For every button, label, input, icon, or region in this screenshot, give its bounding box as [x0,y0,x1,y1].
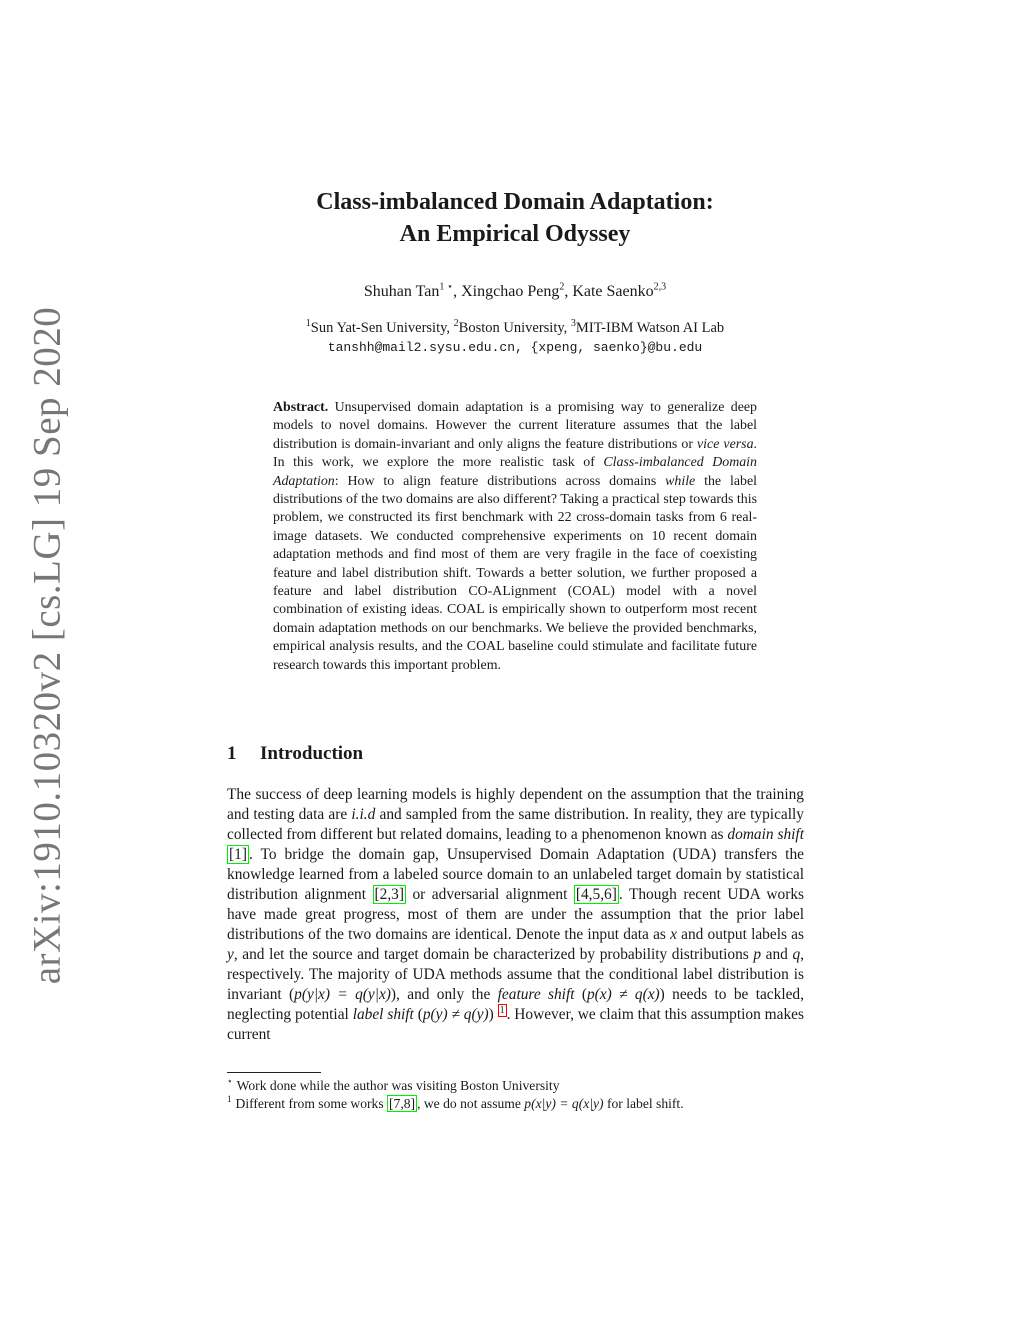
affil-mark: 2 [453,318,459,330]
arxiv-id: arXiv:1910.10320v2 [cs.LG] 19 Sep 2020 [25,306,69,984]
body-text: The success of deep learning models is highly dependent on the assumption that the training and testing data are [227,786,804,823]
abstract-text: Unsupervised domain adaptation is a promising way to generalize deep models to novel domains. However the current literature assumes that the label distribution is domain-invariant and only aligns the feature distributions or [273,400,757,452]
abstract [273,399,757,675]
affil-name: Sun Yat-Sen University, [310,320,454,336]
math-var: x [670,926,677,943]
body-text: ( [574,986,587,1003]
body-text: and sampled from the same distribution. In reality, they are typically collected from different but related domains, leading to a phenomenon known as [227,806,804,843]
body-text: or adversarial alignment [406,886,574,903]
body-text: , and let the source and target domain be characterized by probability distributions [233,946,754,963]
emph-text: i.i.d [351,806,376,823]
section-heading [227,743,363,765]
citation-link[interactable]: [7,8] [389,1096,416,1111]
footnote [227,1077,817,1095]
author-name: , Xingchao Peng [453,283,560,300]
footnote [227,1095,817,1113]
affiliations [200,318,830,358]
footnote-text: Work done while the author was visiting Boston University [236,1078,560,1093]
body-text: . Though recent UDA works have made great progress, most of them are under the assumption that the prior label distributions of the two domains are identical. Denote the input data as [227,886,805,943]
affil-name: MIT-IBM Watson AI Lab [575,320,725,336]
footnote-ref-link[interactable]: 1 [499,1004,505,1016]
footnote-text: for label shift. [603,1096,684,1111]
author-affil-mark: 1 ⋆ [439,281,454,293]
affil-mark: 3 [570,318,576,330]
arxiv-stamp [17,306,77,984]
body-text: ), and only the [390,986,498,1003]
footnote-text: Different from some works [235,1096,388,1111]
footnote-mark: 1 [227,1094,232,1105]
title-line-2: An Empirical Odyssey [399,221,631,247]
math-expr: p(y) ≠ q(y) [422,1006,489,1023]
affil-name: Boston University, [458,320,571,336]
body-text: and output labels as [676,926,804,943]
citation-link[interactable]: [2,3] [374,886,404,903]
emph-text: domain shift [727,826,804,843]
footnote-text: , we do not assume [417,1096,525,1111]
intro-paragraph [227,785,804,1045]
citation-link[interactable]: [4,5,6] [575,886,617,903]
abstract-text: . In this work, we explore the more realistic task of [273,436,757,471]
footnote-rule [227,1072,321,1073]
math-var: y [227,946,234,963]
affil-mark: 1 [305,318,311,330]
abstract-label: Abstract. [273,400,329,415]
title-line-1: Class-imbalanced Domain Adaptation: [316,189,714,215]
abstract-text: the label distributions of the two domains are also different? Taking a practical step towards this problem, we constructed its first benchmark with 22 cross-domain tasks from 6 real-image datasets. We conducted comprehensive experiments on 10 recent domain adaptation methods and find most of them are very fragile in the face of coexisting feature and label distribution shift. Towards a better solution, we further proposed a feature and label distribution CO-ALignment (COAL) model with a novel combination of existing ideas. COAL is empirically shown to outperform most recent domain adaptation methods on our benchmarks. We believe the provided benchmarks, empirical analysis results, and the COAL baseline could stimulate and facilitate future research towards this important problem. [273,473,757,673]
citation-link[interactable]: [1] [229,846,247,863]
math-var: p [753,946,762,963]
author-list [200,283,830,301]
footnotes [227,1077,817,1113]
math-expr: p(x) ≠ q(x) [586,986,660,1003]
body-text: and [761,946,793,963]
author-affil-mark: 2 [559,281,565,293]
section-number: 1 [227,743,237,764]
affiliation-line [200,318,830,338]
emph-text: feature shift [497,986,575,1003]
body-text: ) needs to be tackled, neglecting potential [227,986,804,1023]
abstract-emph: Class-imbalanced Domain Adaptation [273,455,757,489]
math-expr: p(y|x) = q(y|x) [294,986,391,1003]
footnote-mark: ⋆ [227,1076,233,1087]
math-expr: p(x|y) = q(x|y) [524,1096,604,1111]
author-affil-mark: 2,3 [653,281,667,293]
author-emails: tanshh@mail2.sysu.edu.cn, {xpeng, saenko}@bu.edu [327,340,703,355]
abstract-emph: while [665,473,696,489]
body-text: ) [488,1006,498,1023]
body-text: . To bridge the domain gap, Unsupervised Domain Adaptation (UDA) transfers the knowledge learned from a labeled source domain to an unlabeled target domain by statistical distribution alignment [227,846,804,903]
author-name: Shuhan Tan [363,283,440,300]
abstract-emph: vice versa [697,436,754,452]
paper-title [200,186,830,250]
section-title: Introduction [260,743,364,764]
body-text: ( [413,1006,423,1023]
body-text: . However, we claim that this assumption makes current [227,1006,804,1043]
abstract-text: : How to align feature distributions across domains [334,473,666,489]
author-name: , Kate Saenko [564,283,654,300]
body-text: , respectively. The majority of UDA methods assume that the conditional label distribution is invariant ( [227,946,805,1003]
math-var: q [792,946,801,963]
emph-text: label shift [352,1006,414,1023]
